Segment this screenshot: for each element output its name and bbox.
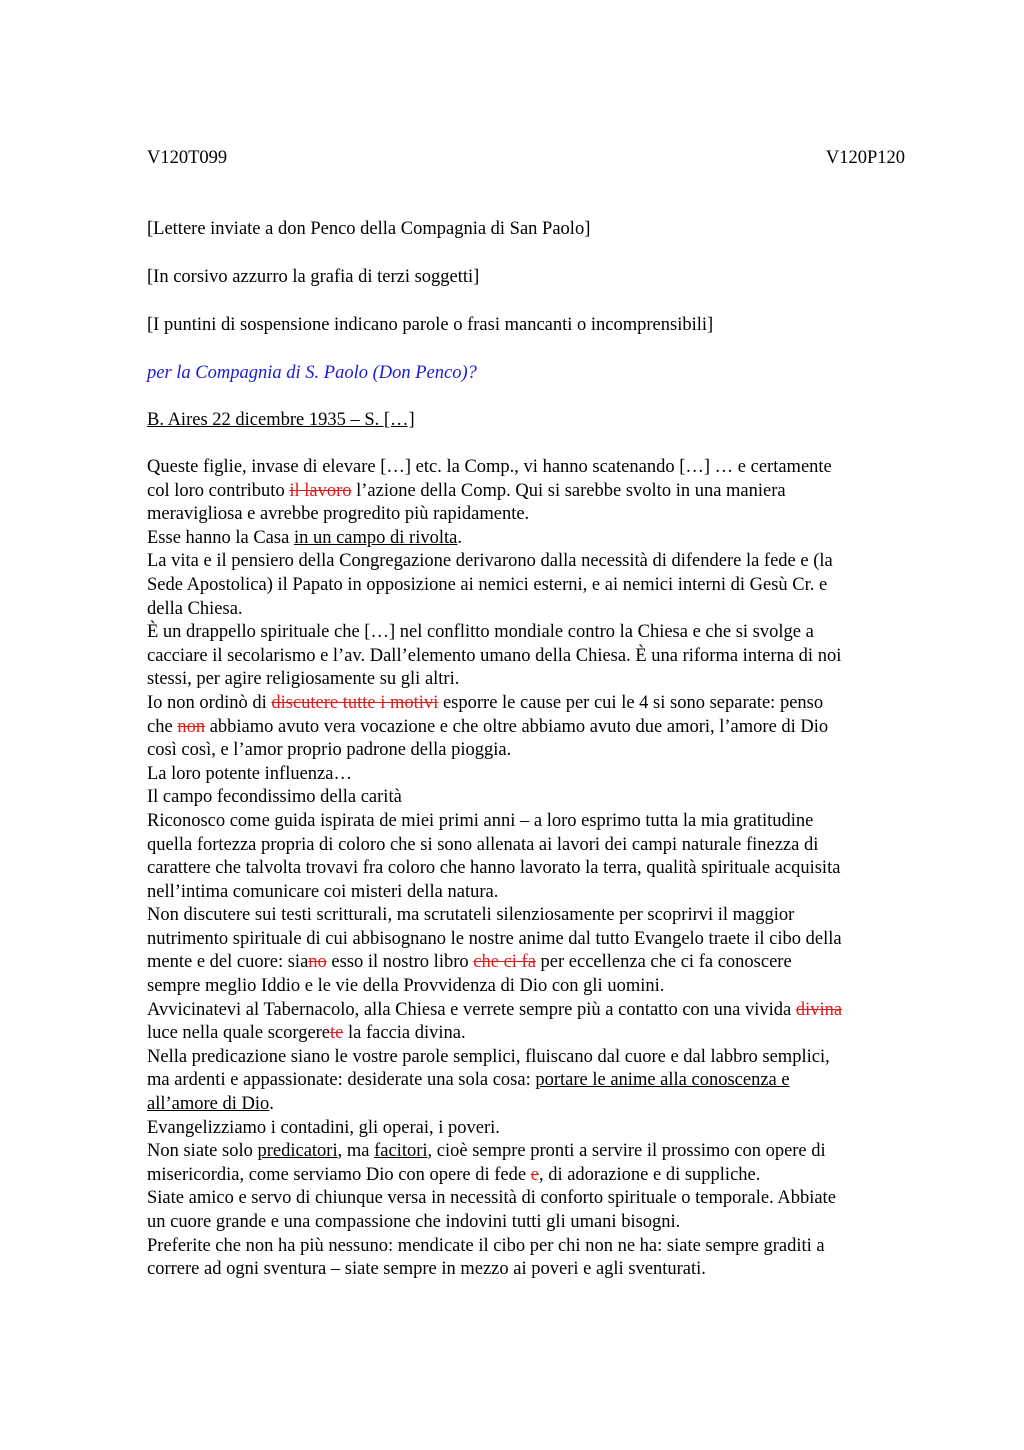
body-text-segment: nell’intima comunicare coi misteri della natura.	[147, 881, 499, 902]
body-text-segment: esso il nostro libro	[326, 952, 474, 973]
body-line	[147, 786, 937, 810]
body-text-segment: della Chiesa.	[147, 598, 243, 619]
body-line	[147, 1117, 937, 1141]
body-text-segment: , cioè sempre pronti a servire il prossimo con opere di	[427, 1141, 826, 1162]
underlined-text: portare le anime alla conoscenza e	[535, 1070, 790, 1091]
body-line	[147, 716, 937, 740]
body-text-segment: l’azione della Comp. Qui si sarebbe svolto in una maniera	[351, 480, 786, 501]
body-text-segment: , ma	[337, 1141, 375, 1162]
body-text-segment: Evangelizziamo i contadini, gli operai, i poveri.	[147, 1117, 500, 1138]
body-text-segment: Esse hanno la Casa	[147, 527, 294, 548]
body-text-segment: Non siate solo	[147, 1141, 258, 1162]
body-text-segment: La loro potente influenza…	[147, 763, 352, 784]
body-text-segment: Avvicinatevi al Tabernacolo, alla Chiesa e verrete sempre più a contatto con una vivida	[147, 999, 796, 1020]
body-line	[147, 951, 937, 975]
body-text-segment: quella fortezza propria di coloro che si sono allenata ai lavori dei campi naturale finezza di	[147, 834, 819, 855]
body-text-segment: col loro contributo	[147, 480, 290, 501]
body-text-segment: , di adorazione e di suppliche.	[538, 1164, 761, 1185]
body-line	[147, 1069, 937, 1093]
deleted-text: il lavoro	[289, 480, 352, 501]
body-text-segment: ma ardenti e appassionate: desiderate una sola cosa:	[147, 1070, 536, 1091]
body-text-segment: Sede Apostolica) il Papato in opposizione ai nemici esterni, e ai nemici interni di Gesù Cr. e	[147, 574, 828, 595]
editorial-note: [In corsivo azzurro la grafia di terzi soggetti]	[147, 267, 480, 287]
body-text-segment: correre ad ogni sventura – siate sempre in mezzo ai poveri e agli sventurati.	[147, 1259, 706, 1280]
body-line	[147, 834, 937, 858]
deleted-text: che ci fa	[473, 952, 536, 973]
deleted-text: te	[330, 1023, 344, 1044]
body-line	[147, 645, 937, 669]
body-text-segment: nutrimento spirituale di cui abbisognano le nostre anime dal tutto Evangelo traete il cibo della	[147, 928, 842, 949]
text-id: V120T099	[147, 148, 228, 168]
body-text-segment: misericordia, come serviamo Dio con opere di fede	[147, 1164, 531, 1185]
body-line	[147, 1046, 937, 1070]
body-text-segment: un cuore grande e una compassione che indovini tutti gli umani bisogni.	[147, 1212, 681, 1232]
body-text-segment: .	[269, 1094, 274, 1115]
body-line	[147, 1258, 937, 1282]
body-text-segment: la faccia divina.	[343, 1023, 466, 1044]
body-line	[147, 763, 937, 787]
body-line	[147, 1164, 937, 1188]
body-text-segment: sempre meglio Iddio e le vie della Provvidenza di Dio con gli uomini.	[147, 976, 665, 997]
underlined-text: predicatori	[257, 1141, 338, 1162]
body-text-segment: Siate amico e servo di chiunque versa in necessità di conforto spirituale o temporale. Abbiate	[147, 1188, 836, 1209]
letter-body	[147, 456, 937, 1282]
deleted-text: non	[177, 716, 206, 737]
body-text-segment: così così, e l’amor proprio padrone della pioggia.	[147, 740, 512, 761]
body-text-segment: mente e del cuore: sia	[147, 952, 309, 973]
deleted-text: no	[308, 952, 327, 973]
body-text-segment: Il campo fecondissimo della carità	[147, 787, 402, 808]
underlined-text: in un campo di rivolta	[293, 527, 458, 548]
body-line	[147, 857, 937, 881]
body-line	[147, 456, 937, 480]
body-line	[147, 810, 937, 834]
body-line	[147, 928, 937, 952]
document-page	[147, 0, 933, 1450]
body-text-segment: per eccellenza che ci fa conoscere	[535, 952, 792, 973]
deleted-text: e	[530, 1164, 539, 1185]
body-text-segment: carattere che talvolta trovavi fra coloro che hanno lavorato la terra, qualità spirituale acquisita	[147, 858, 841, 879]
body-line	[147, 1093, 937, 1117]
body-line	[147, 503, 937, 527]
deleted-text: discutere tutte i motivi	[271, 692, 439, 713]
body-line	[147, 904, 937, 928]
dateline: B. Aires 22 dicembre 1935 – S. […]	[147, 410, 415, 430]
editorial-note: [I puntini di sospensione indicano parole o frasi mancanti o incomprensibili]	[147, 315, 714, 335]
body-text-segment: È un drappello spirituale che […] nel conflitto mondiale contro la Chiesa e che si svolge a	[147, 622, 814, 643]
body-line	[147, 550, 937, 574]
body-text-segment: .	[457, 527, 462, 548]
body-line	[147, 527, 937, 551]
body-text-segment: Queste figlie, invase di elevare […] etc. la Comp., vi hanno scatenando […] … e certamente	[147, 457, 832, 477]
body-line	[147, 574, 937, 598]
body-line	[147, 480, 937, 504]
body-text-segment: abbiamo avuto vera vocazione e che oltre abbiamo avuto due amori, l’amore di Dio	[205, 716, 829, 737]
body-text-segment: cacciare il secolarismo e l’av. Dall’elemento umano della Chiesa. È una riforma interna di noi	[147, 645, 842, 666]
body-line	[147, 668, 937, 692]
body-line	[147, 1211, 937, 1235]
body-line	[147, 1140, 937, 1164]
body-text-segment: Nella predicazione siano le vostre parole semplici, fluiscano dal cuore e dal labbro semplici,	[147, 1046, 830, 1067]
third-party-title: per la Compagnia di S. Paolo (Don Penco)?	[147, 363, 477, 383]
body-line	[147, 598, 937, 622]
body-text-segment: che	[147, 716, 178, 737]
body-text-segment: La vita e il pensiero della Congregazione derivarono dalla necessità di difendere la fede e (la	[147, 551, 833, 572]
body-line	[147, 881, 937, 905]
body-line	[147, 1022, 937, 1046]
page-id: V120P120	[825, 148, 905, 168]
underlined-text: all’amore di Dio	[147, 1094, 270, 1115]
body-line	[147, 692, 937, 716]
editorial-note: [Lettere inviate a don Penco della Compagnia di San Paolo]	[147, 219, 591, 239]
body-text-segment: stessi, per agire religiosamente su gli altri.	[147, 669, 460, 690]
body-text-segment: esporre le cause per cui le 4 si sono separate: penso	[438, 692, 824, 713]
body-text-segment: meravigliosa e avrebbe progredito più rapidamente.	[147, 504, 530, 525]
body-line	[147, 1187, 937, 1211]
body-line	[147, 1235, 937, 1259]
body-text-segment: luce nella quale scorgere	[147, 1023, 331, 1044]
deleted-text: divina	[795, 999, 843, 1020]
body-line	[147, 999, 937, 1023]
body-text-segment: Riconosco come guida ispirata de miei primi anni – a loro esprimo tutta la mia gratitudine	[147, 810, 814, 831]
body-line	[147, 621, 937, 645]
underlined-text: facitori	[374, 1141, 428, 1162]
body-text-segment: Preferite che non ha più nessuno: mendicate il cibo per chi non ne ha: siate sempre graditi a	[147, 1235, 825, 1256]
document-header	[147, 147, 905, 169]
body-text-segment: Non discutere sui testi scritturali, ma scrutateli silenziosamente per scoprirvi il maggior	[147, 905, 795, 926]
body-line	[147, 739, 937, 763]
body-text-segment: Io non ordinò di	[147, 692, 272, 713]
body-line	[147, 975, 937, 999]
